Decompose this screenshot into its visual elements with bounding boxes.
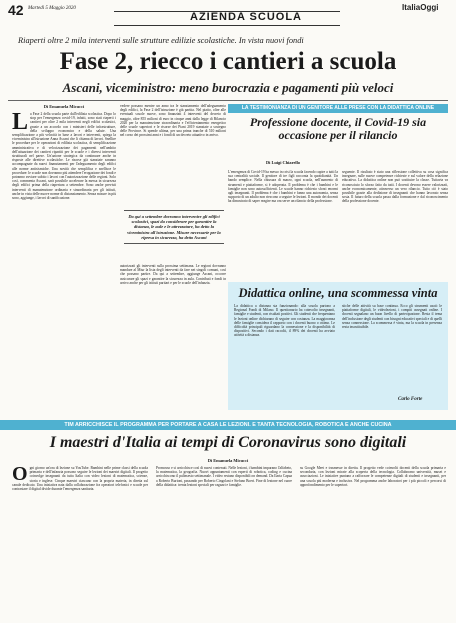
- article-body: autorizzati gli interventi sulla prossima settimana. Le regioni dovranno mandare al Miur la lista degli interventi da fare nei singoli comuni, così che possano partire. Da qui a settembre, aggiunge Ascani, occorre assicurare gli spazi e garantire la sicurezza in aula. Contributi e fondi in arrivo anche per gli istituti paritari e per le scuole dell'infanzia.: [120, 264, 226, 285]
- bottom-column-1: [12, 466, 148, 616]
- bottom-byline: Di Emanuela Micucci: [207, 458, 249, 463]
- testimony-banner: LA TESTIMONIANZA DI UN GENITORE ALLE PRESE CON LA DIDATTICA ONLINE: [228, 104, 448, 113]
- body-text: gni giorno un'ora di lezione su YouTube. Bambini nelle prime classi della scuola primaria e dell'infanzia possono seguire le lezioni dei maestri digitali. Il progetto coinvolge insegnanti da tutta Italia con video lezioni di matematica, scienze, storia e inglese. Cinque maestri ciascuno con la propria materia, in diretta sul canale dedicato. Una iniziativa nata dalla collaborazione fra operatori telefonici e scuole per contrastare il digital divide durante l'emergenza sanitaria.: [12, 466, 148, 492]
- dropcap: L: [12, 109, 29, 135]
- main-headline: Fase 2, riecco i cantieri a scuola: [59, 48, 397, 75]
- main-column-1: [12, 104, 116, 200]
- byline: Di Emanuela Micucci: [43, 104, 85, 109]
- page-number: 42: [8, 2, 24, 18]
- main-subheadline: Ascani, viceministro: meno burocrazia e pagamenti più veloci: [62, 80, 394, 95]
- bottom-banner: TIM ARRICCHISCE IL PROGRAMMA PER PORTARE A CASA LE LEZIONI. E TANTA TECNOLOGIA, ROBOTICA E ANCHE CUCINA: [0, 420, 456, 430]
- testimony-column-2: seguente. Il risultato è stato una riflessione collettiva su cosa significa insegnare, sulle nuove competenze richieste e sul valore della relazione educativa. La didattica online non può sostituire la classe. Tuttavia va riconosciuto lo sforzo fatto da tutti. I docenti devono essere valorizzati, anche economicamente, attraverso un vero rilancio. Tutto ciò è stato possibile grazie alla dedizione di insegnanti che hanno lavorato senza sosta. Il futuro della scuola passa dalla formazione e dal riconoscimento della professione docente.: [342, 170, 448, 204]
- article-body: [12, 109, 116, 201]
- body-text: a Fase 2 della scuola parte dall'edilizia scolastica. Dopo lo stop per l'emergenza covid-19, infatti, sono stati riaperti i cantieri per oltre 2 mila interventi negli edifici scolastici, grazie a un accordo con i ministeri delle infrastrutture, della sviluppo economico e della salute. Una semplificazione a più velocità in base a lavori e interventi, spiega la viceministra all'istruzione Anna Ascani che li chiama di lavori. Snellire le procedure per le operazioni di edilizia scolastica, di semplificazione amministrativa e di velocizzazione dei pagamenti nell'ambito dell'attuazione dei cantieri ripartiti per le scuole e i diversi interventi struttturali nel paese. Un'azione strategica da continuare anche in risposte alle direttive scolastiche. Le risorse già stanziate saranno accompagnate da nuovi finanziamenti per l'adeguamento degli edifici alle norme antisismiche. Una novità che semplifica e snellisce le procedure: le scuole non dovranno più attendere l'erogazione dei fondi e potranno avviare subito i lavori con l'autorizzazione delle regioni. Solo così, commenta Ascani, sarà possibile accelerare la messa in sicurezza degli edifici prima della riapertura a settembre. Sono anche previsti interventi di manutenzione ordinaria e straordinaria per gli istituti, anche in vista delle nuove norme di distanziamento. Senza misure in più sono, aggiunge, i lavori di sanificazione.: [12, 112, 116, 201]
- article-body: vedere possano mentre un anno tra le stanziamento dell'adeguamento degli edifici, la Fase 2 dell'istruzione è già partita. Nel piatto, oltre alle eventuali scuole nuove, sono finanziati 4 interventi del decreto di maggio, oltre 855 milioni di euro in cinque anni dalla legge di Bilancio 2020 per la manutenzione straordinaria e l'efficientamento energetico delle scuole superiori e le risorse dei Piani 2019 stanziate a sostegno delle Province. Si spende ultima, per una prima tranche di 510 milioni nel corso dei prossimi anni e i fondi di un decreto attuativo in arrivo.: [120, 104, 226, 138]
- page-header: [0, 0, 456, 32]
- dropcap: O: [12, 466, 28, 485]
- publication-date: Martedì 5 Maggio 2020: [28, 6, 76, 11]
- section-title: AZIENDA SCUOLA: [190, 11, 302, 23]
- didattica-title: Didattica online, una scommessa vinta: [238, 286, 438, 300]
- bottom-column-2: Promosso e si arricchisce così di nuovi contenuti. Nelle lezioni, i bambini imparano l'alfabeto, la matematica, la geografia. Nuovi appuntamenti con esperti di robotica, coding e cucina arricchiscono il palinsesto settimanale. I video restano disponibili on demand. Da Ilaria Capua a Roberto Burioni, passando per Roberto Cingolani e Stefano Boeri. Fine di lezione nel cuore della didattica: trenta lezioni speciali per ragazzi e famiglie.: [156, 466, 292, 487]
- main-kicker: Riaperti oltre 2 mila interventi sulle strutture edilizie scolastiche. In vista nuovi fondi: [18, 36, 304, 45]
- didattica-signature: Carlo Forte: [398, 397, 423, 402]
- testimony-column-1: L'emergenza di Covid-19 ha messo in crisi la scuola facendo capire a tutti la sua centralità sociale. Il genitore di tre figli racconta la quotidianità. Un bando semplice. Nella chiusura di marzo, ogni scuola, nell'aumento di strumenti e piattaforme, si è adoperata. Il problema è che i bambini e le famiglie non sono autosufficienti. Le scuole hanno richiesto sforzi enormi agli insegnanti. Il problema è che i bambini e fanno una autonomia, senza supporto di un adulto non riescono a seguire le lezioni. Il mondo dei docenti ha dimostrato di saper reagire ma ora serve un rilancio della professione.: [228, 170, 338, 204]
- bottom-title: I maestri d'Italia ai tempi di Coronavirus sono digitali: [49, 434, 407, 451]
- didattica-column-2: stiche delle attività su base continua. Ecco gli strumenti usati: le piattaforme digitali, le videolezioni, i compiti assegnati online. I docenti segnalano un buon livello di partecipazione. Resta il tema dell'inclusione degli studenti con bisogni educativi speciali e di quelli senza connessione. La scommessa è vinta, ma la scuola in presenza resta insostituibile.: [342, 304, 442, 330]
- divider: [8, 100, 448, 101]
- masthead-logo: ItaliaOggi: [402, 3, 439, 12]
- pull-quote: Da qui a settembre dovranno intervenire gli edifici scolastici, spazi da considerare per garantire la distanza, le aule e le attrezzature, ha detto la viceministra all'istruzione. Misure necessarie per la ripresa in sicurezza, ha detto Ascani: [124, 210, 224, 244]
- testimony-title: Professione docente, il Covid-19 sia occasione per il rilancio: [249, 115, 427, 142]
- bottom-column-3: su Google Meet e trasmesse in diretta. Il progetto vede coinvolti docenti della scuola primaria e secondaria, con lezioni mirate alla scoperta della tecnologia. Collaborano università, musei e associazioni. Le iniziative puntano a rafforzare le competenze digitali di studenti e insegnanti, per una scuola più moderna e inclusiva. Nel programma anche laboratori per i più piccoli e percorsi di approfondimento per le superiori.: [300, 466, 446, 487]
- testimony-byline: Di Luigi Chiarello: [265, 160, 301, 165]
- didattica-column-1: La didattica a distanza sta funzionando: alla scuola partono a Regional Fondi di Milano. Il questionario ha coinvolto insegnanti, famiglie e studenti, con risultati positivi. Gli studenti che frequentano le lezioni online dichiarano di seguire con costanza. La maggioranza delle famiglie considera il rapporto con i docenti buono o ottimo. Le difficoltà principali riguardano la connessione e la disponibilità di dispositivi. Secondo i dati raccolti, il 89% dei docenti ha avviato attività a distanza.: [234, 304, 335, 338]
- main-column-2: [120, 104, 226, 406]
